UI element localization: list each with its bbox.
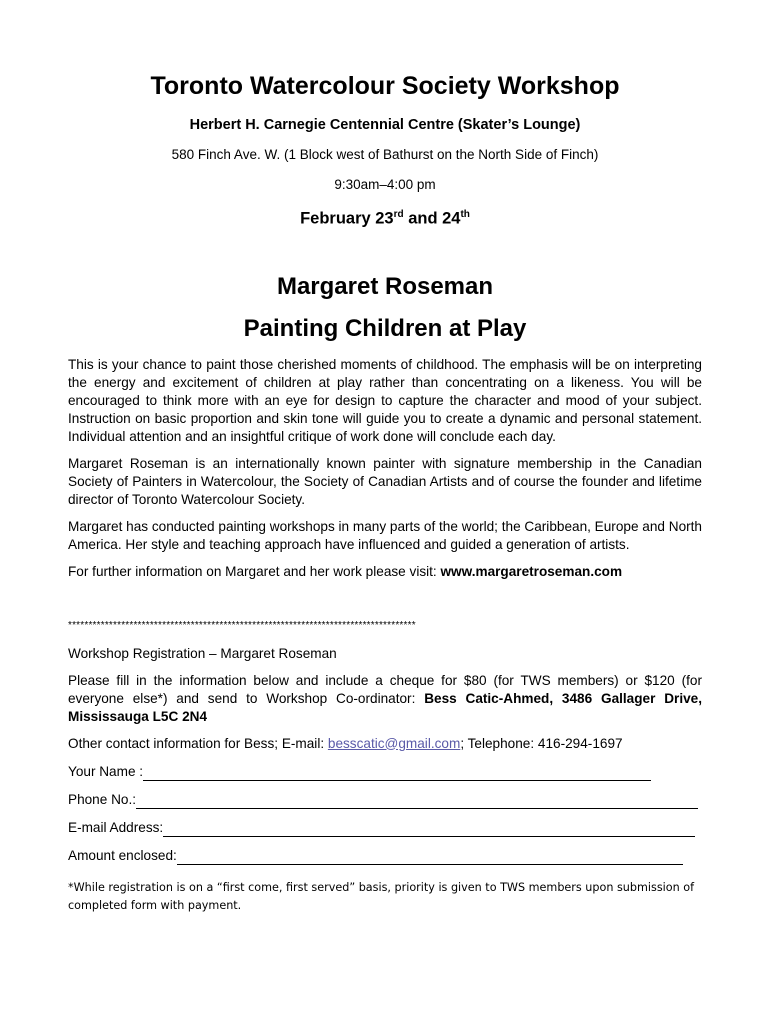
contact-info — [68, 735, 702, 753]
artist-name: Margaret Roseman — [276, 272, 494, 300]
email-field — [68, 819, 702, 837]
description-paragraph: This is your chance to paint those cherished moments of childhood. The emphasis will be on interpreting the energy and excitement of children at play rather than concentrating on a likeness. You will be encouraged to think more with an eye for design to capture the character and mood of your subject. Instruction on basic proportion and skin tone will guide you to create a dynamic and personal statement. Individual attention and an insightful critique of work done will conclude each day. — [68, 356, 702, 444]
coordinator-address: Bess Catic-Ahmed, 3486 Gallager Drive, Mississauga L5C 2N4 — [68, 690, 702, 724]
dates-prefix: February 23 — [300, 209, 394, 228]
phone-field — [68, 791, 702, 809]
experience-paragraph: Margaret has conducted painting workshops in many parts of the world; the Caribbean, Europe and North America. Her style and teaching approach have influenced and guided a generation of artists. — [68, 518, 702, 552]
workshop-time: 9:30am–4:00 pm — [334, 177, 436, 192]
registration-instructions — [68, 672, 702, 726]
venue: Herbert H. Carnegie Centennial Centre (Skater’s Lounge) — [189, 117, 581, 133]
course-title: Painting Children at Play — [243, 314, 527, 342]
contact-suffix: ; Telephone: 416-294-1697 — [460, 735, 623, 751]
email-label: E-mail Address: — [68, 819, 164, 835]
address: 580 Finch Ave. W. (1 Block west of Bathurst on the North Side of Finch) — [171, 147, 599, 162]
separator-line: ************************************************************************************* — [68, 619, 416, 631]
info-text: For further information on Margaret and her work please visit: — [68, 563, 441, 579]
dates-sup-2: th — [460, 209, 470, 220]
document-title: Toronto Watercolour Society Workshop — [150, 72, 620, 100]
name-input-line[interactable] — [143, 766, 651, 781]
instructions-text: Please fill in the information below and include a cheque for $80 (for TWS members) or $120 (for everyone else*) and send to Workshop Co-ordinator: — [68, 672, 702, 706]
amount-input-line[interactable] — [177, 850, 683, 865]
amount-field — [68, 847, 702, 865]
info-paragraph — [68, 563, 702, 581]
dates-middle: and 24 — [403, 209, 461, 228]
workshop-dates — [68, 204, 702, 230]
amount-label: Amount enclosed: — [68, 847, 177, 863]
phone-input-line[interactable] — [136, 794, 698, 809]
name-field — [68, 763, 702, 781]
document-content — [68, 70, 702, 915]
name-label: Your Name : — [68, 763, 144, 779]
registration-title: Workshop Registration – Margaret Roseman — [68, 645, 337, 661]
dates-sup-1: rd — [393, 209, 404, 220]
email-input-line[interactable] — [163, 822, 695, 837]
registration-note: *While registration is on a “first come, first served” basis, priority is given to TWS members upon submission of completed form with payment. — [68, 880, 695, 912]
bio-paragraph: Margaret Roseman is an internationally known painter with signature membership in the Canadian Society of Painters in Watercolour, the Society of Canadian Artists and of course the founder and lifetime director of Toronto Watercolour Society. — [68, 455, 702, 507]
contact-email-link[interactable]: besscatic@gmail.com — [327, 735, 461, 751]
contact-prefix: Other contact information for Bess; E-mail: — [68, 735, 328, 751]
website-link[interactable]: www.margaretroseman.com — [440, 563, 623, 579]
phone-label: Phone No.: — [68, 791, 137, 807]
